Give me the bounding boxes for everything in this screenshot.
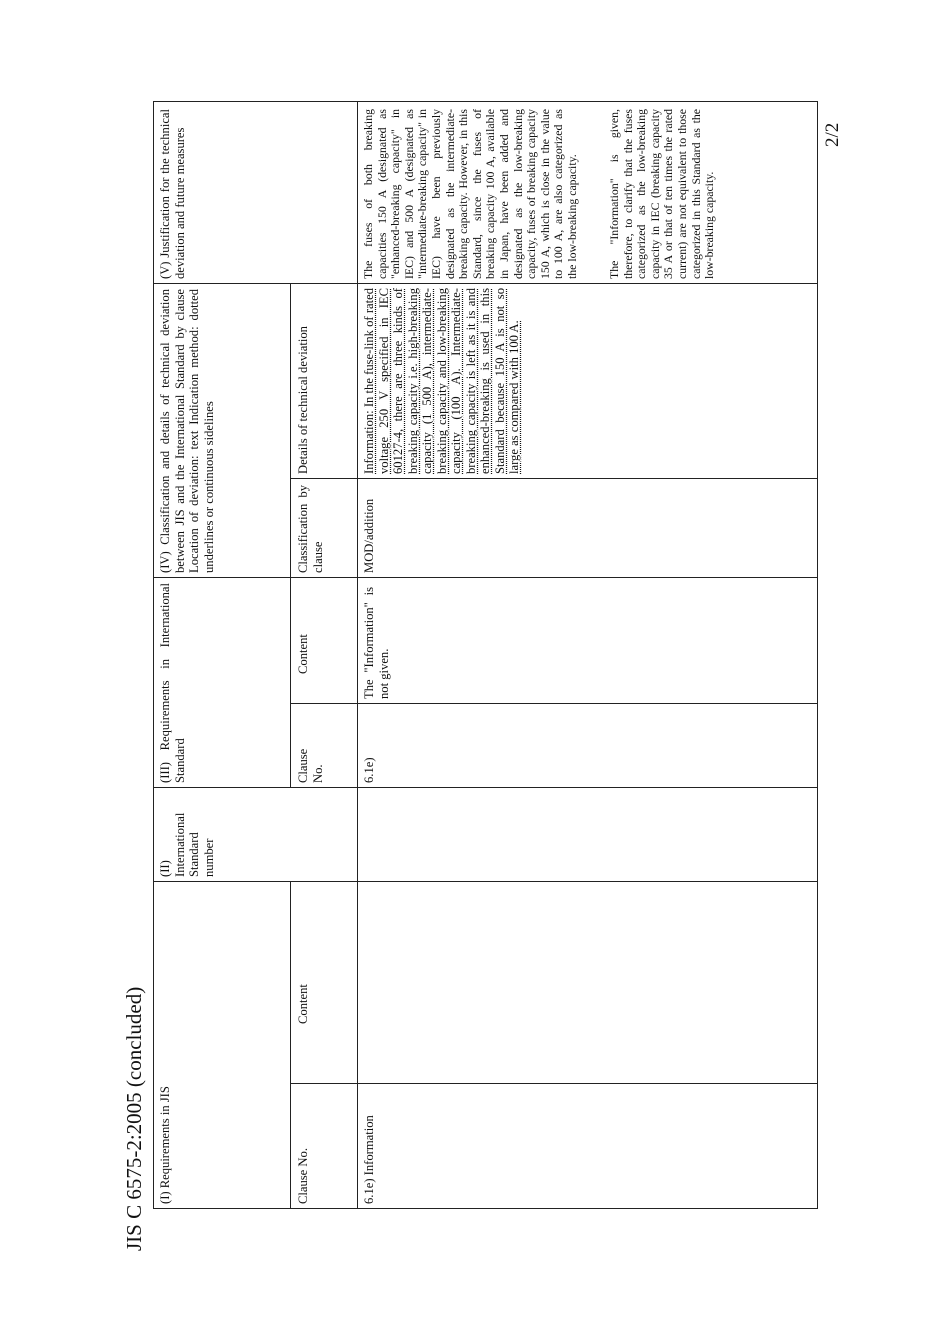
col-divider-2 <box>153 787 818 788</box>
row-jis-clause-no: 6.1e) Information <box>362 1115 376 1204</box>
col-divider-3 <box>153 577 818 578</box>
row-justification-2: The "Information" is given, therefore, to clarify that the fuses categorized as the low-breaking capacity in IEC (breaking capacity 35 A or that of ten times the rated current) are not equivalent to those categorized in this Standard as the low-breaking capacity. <box>607 109 717 279</box>
subcol-divider-is <box>290 703 818 704</box>
row-deviation-details: Information: In the fuse-link of rated voltage 250 V specified in IEC 60127-4, there are three kinds of breaking capacity i.e. high-breaking capacity (1 500 A), intermediate-breaking capacity and low-breaking capacity (100 A). Intermediate-breaking capacity is left as it is and enhanced-breaking is used in this Standard because 150 A is not so large as compared with 100 A. <box>362 288 521 474</box>
header-col1-clause-no: Clause No. <box>296 1148 310 1204</box>
header-col1: (I) Requirements in JIS <box>158 1086 172 1204</box>
header-line-main <box>357 101 358 1209</box>
header-line-sub <box>290 882 291 1209</box>
col-divider-1 <box>153 881 818 882</box>
row-classification: MOD/addition <box>362 498 376 573</box>
header-line-sub-3 <box>290 284 291 788</box>
header-col3-clause-no: Clause No. <box>296 748 325 783</box>
row-justification-1: The fuses of both breaking capacities 150 A (designated as "enhanced-breaking capacity" in IEC) and 500 A (designated as "intermediate-breaking capacity" in IEC) have been previously designated as the intermediate-breaking capacity. However, in this Standard, since the fuses of breaking capacity 100 A, available in Japan, have been added and designated as the low-breaking capacity, fuses of breaking capacity 150 A, which is close in the value to 100 A, are also categorized as the low-breaking capacity. <box>361 109 579 279</box>
header-col5: (V) Justification for the technical deviation and future measures <box>158 109 187 279</box>
header-col1-content: Content <box>296 984 310 1024</box>
row-is-content: The "Information" is not given. <box>362 587 391 699</box>
header-col3: (III) Requirements in International Standard <box>158 583 187 783</box>
subcol-divider-jis <box>290 1083 818 1084</box>
header-col4-details: Details of technical deviation <box>296 326 310 474</box>
subcol-divider-dev <box>290 478 818 479</box>
row-is-clause-no: 6.1e) <box>362 757 376 783</box>
header-col3-content: Content <box>296 634 310 674</box>
header-col4-classification: Classification by clause <box>296 485 325 573</box>
header-col2: (II) International Standard number <box>158 812 216 877</box>
page-number: 2/2 <box>822 122 843 147</box>
document-title: JIS C 6575-2:2005 (concluded) <box>122 986 146 1251</box>
header-col4: (IV) Classification and details of technical deviation between JIS and the International Standard by clause Location of deviation: text Indication method: dotted underlines or continuous sidelines <box>158 289 216 573</box>
col-divider-4 <box>153 283 818 284</box>
